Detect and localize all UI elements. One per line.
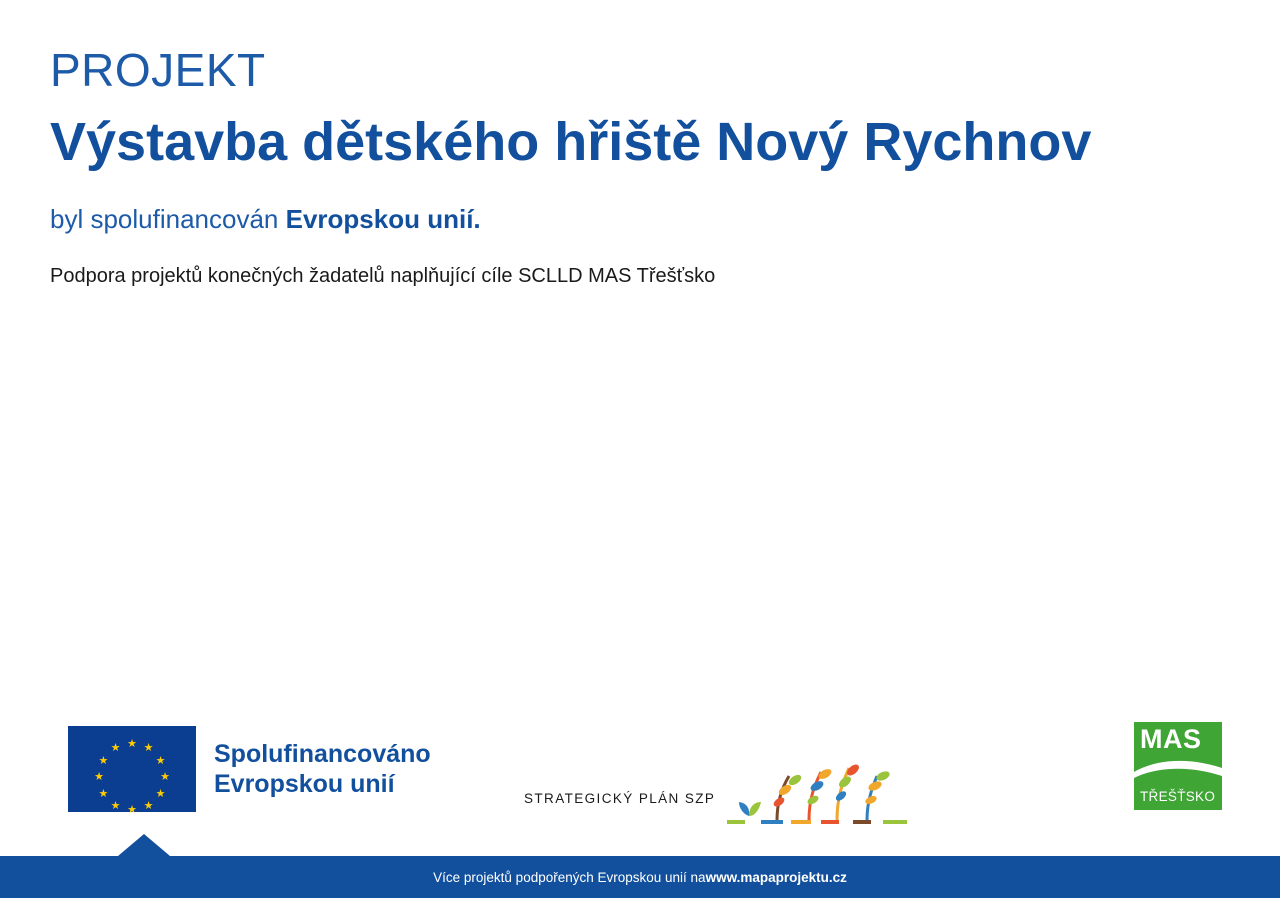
eu-logo-text-line1: Spolufinancováno (214, 739, 431, 768)
eu-logo-text-line2: Evropskou unií (214, 770, 395, 798)
footer-text: Více projektů podpořených Evropskou unií na (433, 869, 706, 885)
szp-plants-icon (725, 756, 917, 841)
mas-trestsko-logo (1134, 722, 1222, 810)
cofinancing-strong: Evropskou unií. (285, 204, 481, 235)
eu-logo (68, 726, 431, 816)
eu-logo-text (214, 739, 431, 800)
poster-subline: Podpora projektů konečných žadatelů naplňující cíle SCLLD MAS Třešťsko (50, 265, 716, 288)
poster-text-block (50, 46, 1150, 290)
page-title: Výstavba dětského hřiště Nový Rychnov (50, 112, 1092, 173)
mas-swoosh-icon (1134, 756, 1222, 778)
eu-flag-icon: ★ ★ ★ ★ ★ ★ ★ ★ ★ ★ ★ ★ (68, 726, 196, 812)
poster-kicker: PROJEKT (50, 44, 266, 96)
mas-logo-top-text: MAS (1140, 724, 1202, 754)
cofinancing-prefix: byl spolufinancován (50, 204, 286, 235)
footer-bar (0, 856, 1280, 898)
mas-logo-bottom-text: TŘEŠŤSKO (1140, 789, 1216, 804)
logo-row (0, 712, 1280, 822)
szp-logo (524, 756, 917, 841)
szp-logo-label: STRATEGICKÝ PLÁN SZP (524, 791, 716, 806)
footer-notch (118, 834, 170, 856)
cofinancing-line (50, 203, 1150, 237)
footer-url[interactable]: www.mapaprojektu.cz (705, 869, 847, 885)
